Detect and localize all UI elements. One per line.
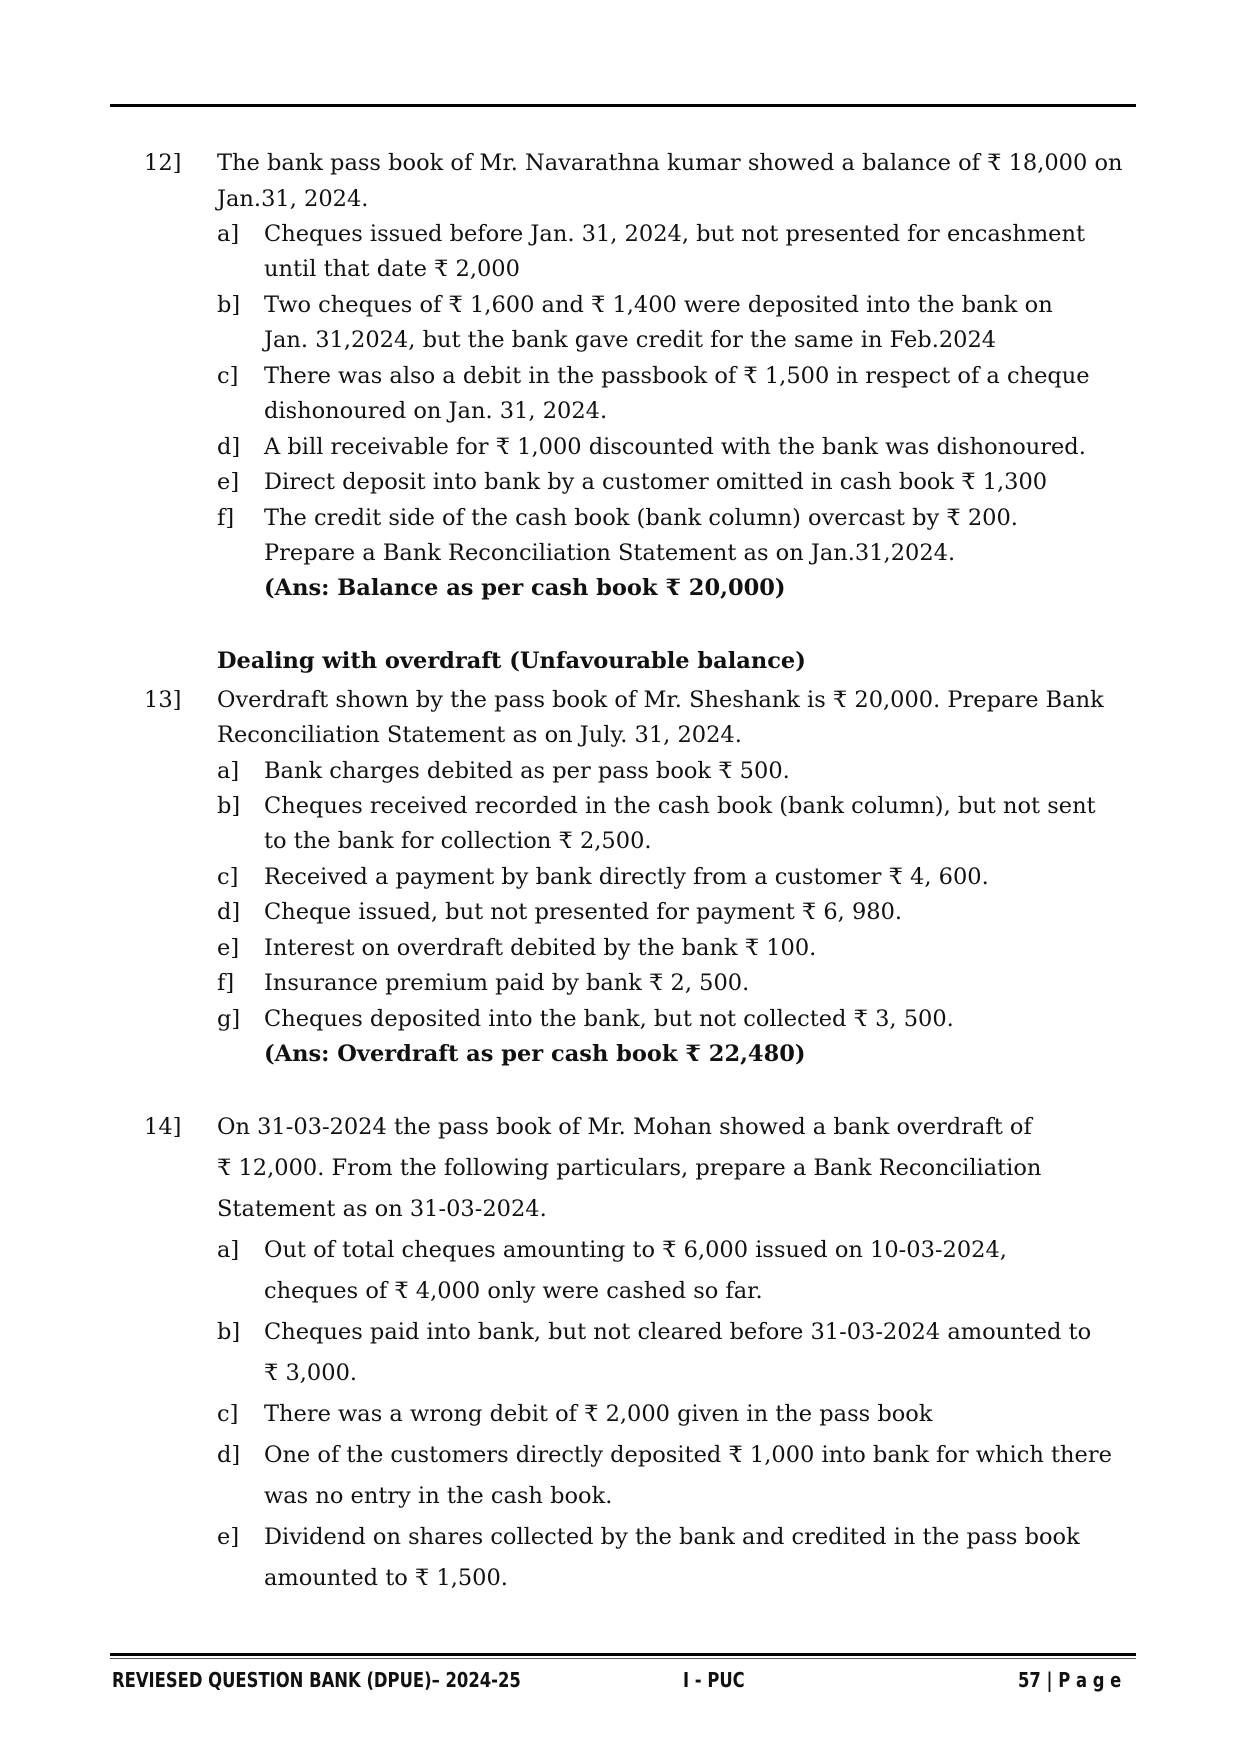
answer: (Ans: Balance as per cash book ₹ 20,000) [264,575,786,601]
question-text: Overdraft shown by the pass book of Mr. Sheshank is ₹ 20,000. Prepare Bank [217,687,1104,713]
item-label: a] [217,1237,240,1263]
item-label: c] [217,864,239,890]
item-text: to the bank for collection ₹ 2,500. [264,828,652,854]
section-heading: Dealing with overdraft (Unfavourable balance) [217,648,806,674]
item-label: e] [217,1524,240,1550]
item-text: dishonoured on Jan. 31, 2024. [264,398,608,424]
item-text: There was a wrong debit of ₹ 2,000 given in the pass book [264,1401,933,1427]
item-label: b] [217,292,241,318]
item-text: Jan. 31,2024, but the bank gave credit for the same in Feb.2024 [264,327,997,353]
item-text: Cheque issued, but not presented for payment ₹ 6, 980. [264,899,903,925]
header-rule [110,104,1136,107]
item-text: Insurance premium paid by bank ₹ 2, 500. [264,970,750,996]
item-text: Cheques paid into bank, but not cleared before 31-03-2024 amounted to [264,1319,1092,1345]
item-text: Received a payment by bank directly from a customer ₹ 4, 600. [264,864,989,890]
footer-rule-thin [110,1658,1136,1659]
item-text: There was also a debit in the passbook of ₹ 1,500 in respect of a cheque [264,363,1090,389]
item-label: d] [217,434,241,460]
item-text: ₹ 3,000. [264,1360,358,1386]
answer: (Ans: Overdraft as per cash book ₹ 22,480) [264,1041,806,1067]
question-text: On 31-03-2024 the pass book of Mr. Mohan showed a bank overdraft of [217,1114,1032,1140]
item-text: Out of total cheques amounting to ₹ 6,000 issued on 10-03-2024, [264,1237,1007,1263]
question-number: 13] [144,687,182,713]
footer-title: REVIESED QUESTION BANK (DPUE)– 2024-25 [112,1668,521,1692]
item-text: A bill receivable for ₹ 1,000 discounted with the bank was dishonoured. [264,434,1086,460]
question-text: Reconciliation Statement as on July. 31, 2024. [217,722,742,748]
item-label: d] [217,1442,241,1468]
item-text: Cheques deposited into the bank, but not collected ₹ 3, 500. [264,1006,954,1032]
item-text: amounted to ₹ 1,500. [264,1565,508,1591]
question-number: 12] [144,150,182,176]
item-text: cheques of ₹ 4,000 only were cashed so far. [264,1278,763,1304]
item-label: c] [217,1401,239,1427]
item-text: Interest on overdraft debited by the bank ₹ 100. [264,935,817,961]
item-text: Dividend on shares collected by the bank and credited in the pass book [264,1524,1080,1550]
item-text: Two cheques of ₹ 1,600 and ₹ 1,400 were deposited into the bank on [264,292,1053,318]
item-text: One of the customers directly deposited ₹ 1,000 into bank for which there [264,1442,1112,1468]
item-label: b] [217,1319,241,1345]
item-label: d] [217,899,241,925]
question-text: Statement as on 31-03-2024. [217,1196,547,1222]
item-label: g] [217,1006,241,1032]
item-text: The credit side of the cash book (bank column) overcast by ₹ 200. [264,505,1018,531]
item-text: was no entry in the cash book. [264,1483,613,1509]
item-label: a] [217,758,240,784]
item-label: e] [217,935,240,961]
item-text: Bank charges debited as per pass book ₹ 500. [264,758,790,784]
question-text: Jan.31, 2024. [217,186,369,212]
item-text: Cheques received recorded in the cash book (bank column), but not sent [264,793,1096,819]
item-text: Direct deposit into bank by a customer omitted in cash book ₹ 1,300 [264,469,1048,495]
item-label: f] [217,505,235,531]
page-number: 57 | P a g e [1018,1668,1122,1692]
item-text: Cheques issued before Jan. 31, 2024, but not presented for encashment [264,221,1086,247]
footer-rule [110,1653,1136,1656]
item-text: Prepare a Bank Reconciliation Statement as on Jan.31,2024. [264,540,956,566]
item-label: f] [217,970,235,996]
item-label: e] [217,469,240,495]
footer-class: I - PUC [683,1668,745,1692]
item-text: until that date ₹ 2,000 [264,256,520,282]
question-text: ₹ 12,000. From the following particulars, prepare a Bank Reconciliation [217,1155,1042,1181]
question-text: The bank pass book of Mr. Navarathna kumar showed a balance of ₹ 18,000 on [217,150,1123,176]
question-number: 14] [144,1114,182,1140]
item-label: b] [217,793,241,819]
item-label: a] [217,221,240,247]
item-label: c] [217,363,239,389]
